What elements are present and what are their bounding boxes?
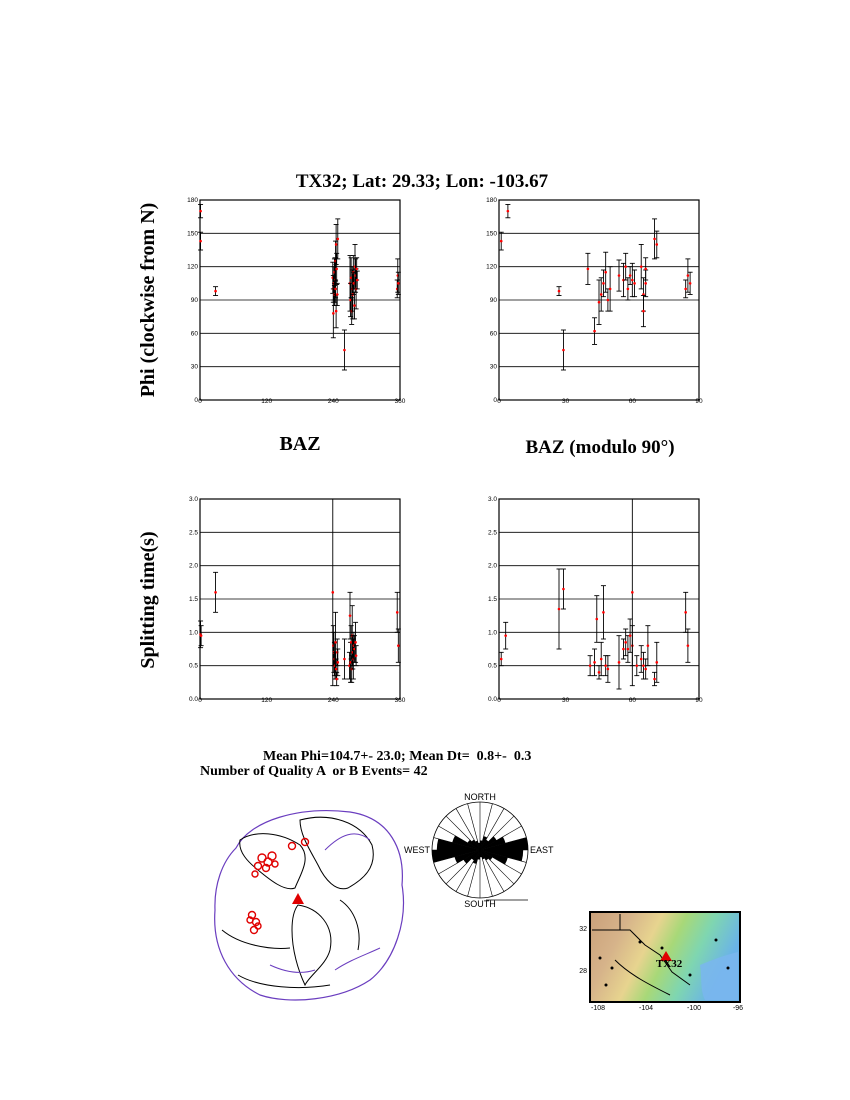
phi-axis-label: Phi (clockwise from N) bbox=[137, 202, 159, 398]
inset-lon-tick-100: -100 bbox=[686, 1005, 702, 1012]
continent-africa-antarctica bbox=[222, 900, 359, 988]
x-tick-label: 0 bbox=[497, 398, 501, 405]
data-point bbox=[199, 210, 202, 213]
x-tick-label: 60 bbox=[628, 398, 636, 405]
continent-eurasia bbox=[300, 817, 373, 889]
data-point bbox=[332, 312, 335, 315]
data-point bbox=[655, 661, 658, 664]
data-point bbox=[500, 240, 503, 243]
y-tick-label: 0 bbox=[194, 397, 198, 404]
data-point bbox=[558, 290, 561, 293]
data-point bbox=[642, 310, 645, 313]
data-point bbox=[504, 634, 507, 637]
data-point bbox=[199, 240, 202, 243]
data-point bbox=[335, 678, 338, 681]
data-point bbox=[335, 268, 338, 271]
data-point bbox=[397, 282, 400, 285]
data-point bbox=[647, 644, 650, 647]
figure-title: TX32; Lat: 29.33; Lon: -103.67 bbox=[295, 171, 549, 192]
y-tick-label: 2.0 bbox=[487, 562, 497, 570]
y-tick-label: 30 bbox=[489, 363, 497, 371]
y-tick-label: 0 bbox=[493, 397, 497, 404]
y-tick-label: 180 bbox=[187, 197, 198, 204]
data-point bbox=[214, 591, 217, 594]
rose-label-east: EAST bbox=[530, 845, 554, 855]
data-point bbox=[558, 608, 561, 611]
x-tick-label: 0 bbox=[497, 697, 501, 704]
inset-lat-tick-28: 28 bbox=[579, 968, 587, 975]
data-point bbox=[689, 282, 692, 285]
x-tick-label: 120 bbox=[261, 398, 273, 405]
data-point bbox=[214, 290, 217, 293]
data-point bbox=[335, 310, 338, 313]
y-tick-label: 3.0 bbox=[188, 496, 198, 503]
data-point bbox=[635, 664, 638, 667]
data-point bbox=[684, 288, 687, 291]
data-point bbox=[500, 658, 503, 661]
data-point bbox=[353, 304, 356, 307]
plot-phi-vs-baz bbox=[187, 197, 406, 405]
x-tick-label: 240 bbox=[327, 697, 339, 704]
y-tick-label: 2.5 bbox=[188, 529, 198, 537]
data-point bbox=[604, 271, 607, 274]
plot-phi-vs-baz-mod90 bbox=[486, 197, 703, 405]
data-point bbox=[336, 238, 339, 241]
data-point bbox=[355, 268, 358, 271]
data-point bbox=[598, 301, 601, 304]
data-point bbox=[653, 238, 656, 241]
data-point bbox=[618, 661, 621, 664]
y-tick-label: 30 bbox=[190, 363, 198, 371]
y-tick-label: 0.0 bbox=[188, 696, 198, 703]
data-point bbox=[633, 282, 636, 285]
data-point bbox=[624, 265, 627, 268]
data-point bbox=[687, 274, 690, 277]
y-tick-label: 1.0 bbox=[188, 629, 198, 637]
data-point bbox=[640, 658, 643, 661]
data-point bbox=[655, 243, 658, 246]
rose-label-north: NORTH bbox=[464, 792, 496, 802]
y-tick-label: 150 bbox=[486, 230, 497, 238]
y-tick-label: 0.0 bbox=[487, 696, 497, 703]
y-tick-label: 1.0 bbox=[487, 629, 497, 637]
data-point bbox=[593, 661, 596, 664]
data-point bbox=[343, 349, 346, 352]
data-point bbox=[631, 279, 634, 282]
y-tick-label: 3.0 bbox=[487, 496, 497, 503]
data-point bbox=[507, 210, 510, 213]
data-point bbox=[629, 634, 632, 637]
plot-dt-vs-baz-mod90 bbox=[488, 496, 703, 704]
y-tick-label: 0.5 bbox=[188, 662, 198, 670]
data-point bbox=[604, 664, 607, 667]
event-circles bbox=[247, 839, 309, 934]
data-point bbox=[602, 282, 605, 285]
data-point bbox=[629, 274, 632, 277]
data-point bbox=[609, 288, 612, 291]
inset-lon-tick-104: -104 bbox=[638, 1005, 654, 1012]
data-point bbox=[349, 614, 352, 617]
data-point bbox=[644, 282, 647, 285]
data-point bbox=[331, 591, 334, 594]
data-point bbox=[624, 641, 627, 644]
station-marker bbox=[292, 893, 304, 904]
rose-label-south: SOUTH bbox=[464, 899, 496, 909]
world-map bbox=[215, 811, 404, 1000]
inset-lat-tick-32: 32 bbox=[579, 926, 587, 933]
y-tick-label: 150 bbox=[187, 230, 198, 238]
data-point bbox=[396, 611, 399, 614]
data-point bbox=[356, 279, 359, 282]
y-tick-label: 0.5 bbox=[487, 662, 497, 670]
data-point bbox=[335, 668, 338, 671]
y-tick-label: 90 bbox=[190, 297, 198, 304]
x-tick-label: 30 bbox=[562, 398, 570, 405]
data-point bbox=[562, 349, 565, 352]
data-point bbox=[336, 293, 339, 296]
data-point bbox=[598, 671, 601, 674]
data-point bbox=[200, 634, 203, 637]
y-tick-label: 1.5 bbox=[487, 596, 497, 603]
y-tick-label: 2.5 bbox=[487, 529, 497, 537]
data-point bbox=[644, 268, 647, 271]
data-point bbox=[595, 618, 598, 621]
data-point bbox=[687, 644, 690, 647]
data-point bbox=[397, 644, 400, 647]
inset-lon-tick-96: -96 bbox=[732, 1005, 744, 1012]
y-tick-label: 2.0 bbox=[188, 562, 198, 570]
data-point bbox=[562, 588, 565, 591]
data-point bbox=[334, 288, 337, 291]
data-point bbox=[627, 288, 630, 291]
data-point bbox=[642, 664, 645, 667]
inset-station-label: TX32 bbox=[656, 958, 683, 970]
data-point bbox=[627, 648, 630, 651]
y-tick-label: 120 bbox=[187, 263, 198, 271]
data-point bbox=[355, 654, 358, 657]
data-point bbox=[600, 293, 603, 296]
summary-mean-line: Mean Phi=104.7+- 23.0; Mean Dt= 0.8+- 0.3 bbox=[263, 749, 532, 764]
y-tick-label: 60 bbox=[489, 330, 497, 338]
rose-diagram bbox=[404, 792, 554, 909]
y-tick-label: 1.5 bbox=[188, 596, 198, 603]
data-point bbox=[631, 591, 634, 594]
plot-dt-vs-baz bbox=[189, 496, 406, 704]
x-tick-label: 0 bbox=[198, 697, 202, 704]
x-tick-label: 240 bbox=[327, 398, 339, 405]
splitting-time-axis-label: Splitting time(s) bbox=[137, 531, 159, 669]
inset-map bbox=[579, 912, 743, 1012]
data-point bbox=[587, 268, 590, 271]
data-point bbox=[653, 678, 656, 681]
data-point bbox=[644, 668, 647, 671]
data-point bbox=[602, 611, 605, 614]
data-point bbox=[684, 611, 687, 614]
x-tick-label: 0 bbox=[198, 398, 202, 405]
data-point bbox=[354, 641, 357, 644]
summary-count-line: Number of Quality A or B Events= 42 bbox=[200, 764, 428, 779]
data-point bbox=[593, 330, 596, 333]
plate-boundary-lines bbox=[270, 834, 380, 973]
continent-south-america bbox=[292, 905, 331, 985]
x-tick-label: 360 bbox=[394, 398, 406, 405]
rose-label-west: WEST bbox=[404, 845, 430, 855]
x-tick-label: 90 bbox=[695, 697, 703, 704]
data-point bbox=[589, 664, 592, 667]
x-tick-label: 30 bbox=[562, 697, 570, 704]
data-point bbox=[335, 243, 338, 246]
data-point bbox=[334, 641, 337, 644]
x-tick-label: 90 bbox=[695, 398, 703, 405]
y-tick-label: 180 bbox=[486, 197, 497, 204]
data-point bbox=[607, 299, 610, 302]
data-point bbox=[336, 661, 339, 664]
y-tick-label: 90 bbox=[489, 297, 497, 304]
data-point bbox=[607, 668, 610, 671]
x-tick-label: 120 bbox=[261, 697, 273, 704]
data-point bbox=[343, 658, 346, 661]
x-tick-label: 360 bbox=[394, 697, 406, 704]
x-tick-label: 60 bbox=[628, 697, 636, 704]
data-point bbox=[600, 658, 603, 661]
baz-axis-label: BAZ bbox=[279, 433, 321, 455]
baz-mod90-axis-label: BAZ (modulo 90°) bbox=[525, 437, 675, 458]
y-tick-label: 120 bbox=[486, 263, 497, 271]
data-point bbox=[622, 648, 625, 651]
y-tick-label: 60 bbox=[190, 330, 198, 338]
inset-lon-tick-108: -108 bbox=[590, 1005, 606, 1012]
data-point bbox=[618, 274, 621, 277]
data-point bbox=[640, 265, 643, 268]
